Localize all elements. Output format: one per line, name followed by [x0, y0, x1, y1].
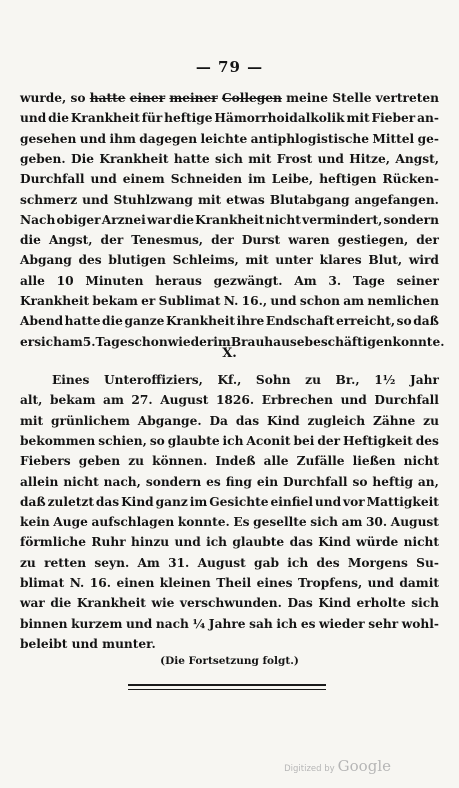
continuation-note: (Die Fortsetzung folgt.) — [160, 655, 299, 667]
text-line: Nach obiger Arznei war die Krankheit nicht vermindert, sondern — [20, 212, 439, 227]
text-line: mit grünlichem Abgange. Da das Kind zugleich Zähne zu — [20, 413, 439, 428]
text-line: binnen kurzem und nach ¼ Jahre sah ich es wieder sehr wohl- — [20, 616, 439, 631]
text-line: Krankheit bekam er Sublimat N. 16., und schon am nemlichen — [20, 294, 439, 308]
text-line: zu retten seyn. Am 31. August gab ich des Morgens Su- — [20, 555, 439, 570]
text-line: war die Krankheit wie verschwunden. Das Kind erholte sich — [20, 596, 439, 611]
text-line: beleibt und munter. — [20, 636, 156, 651]
text-line: Fiebers geben zu können. Indeß alle Zufälle ließen nicht — [20, 454, 439, 469]
end-rule-thin — [128, 689, 326, 690]
text-line: allein nicht nach, sondern es fing ein Durchfall so heftig an, — [20, 474, 439, 489]
text-line: schmerz und Stuhlzwang mit etwas Blutabgang angefangen. — [20, 192, 439, 207]
page-number-header: — 79 — — [195, 58, 264, 76]
text-line: Eines Unteroffiziers, Kf., Sohn zu Br., 1½ Jahr — [52, 373, 439, 387]
text-line: Abgang des blutigen Schleims, mit unter klares Blut, wird — [20, 253, 439, 268]
text-line: wurde, so hatte einer meiner Collegen meine Stelle vertreten — [20, 91, 439, 105]
text-line: Durchfall und einem Schneiden im Leibe, heftigen Rücken- — [20, 172, 439, 187]
text-line: gesehen und ihm dagegen leichte antiphlogistische Mittel ge- — [20, 131, 439, 146]
text-line: alt, bekam am 27. August 1826. Erbrechen und Durchfall — [20, 393, 439, 408]
text-line: Abend hatte die ganze Krankheit ihre Endschaft erreicht, so daß — [20, 314, 439, 329]
end-rule-thick — [128, 684, 326, 686]
text-line: er sich am 5. Tage schon wieder im Brauhause beschäftigen konnte. — [20, 334, 445, 349]
text-line: und die Krankheit für heftige Hämorrhoidalkolik mit Fieber an- — [20, 111, 439, 126]
text-line: daß zuletzt das Kind ganz im Gesichte einfiel und vor Mattigkeit — [20, 494, 439, 509]
watermark-caption: Digitized by — [284, 764, 335, 774]
text-line: förmliche Ruhr hinzu und ich glaubte das Kind würde nicht — [20, 535, 439, 550]
text-line: kein Auge aufschlagen konnte. Es gesellte sich am 30. August — [20, 515, 439, 530]
section-heading: X. — [222, 346, 237, 361]
text-line: alle 10 Minuten heraus gezwängt. Am 3. Tage seiner — [20, 273, 439, 288]
google-logo: Google — [337, 757, 391, 775]
text-line: blimat N. 16. einen kleinen Theil eines Tropfens, und damit — [20, 576, 439, 590]
text-line: die Angst, der Tenesmus, der Durst waren gestiegen, der — [20, 233, 439, 248]
digitized-watermark — [284, 757, 391, 775]
text-line: geben. Die Krankheit hatte sich mit Frost und Hitze, Angst, — [20, 151, 439, 166]
text-line: bekommen schien, so glaubte ich Aconit bei der Heftigkeit des — [20, 433, 439, 448]
